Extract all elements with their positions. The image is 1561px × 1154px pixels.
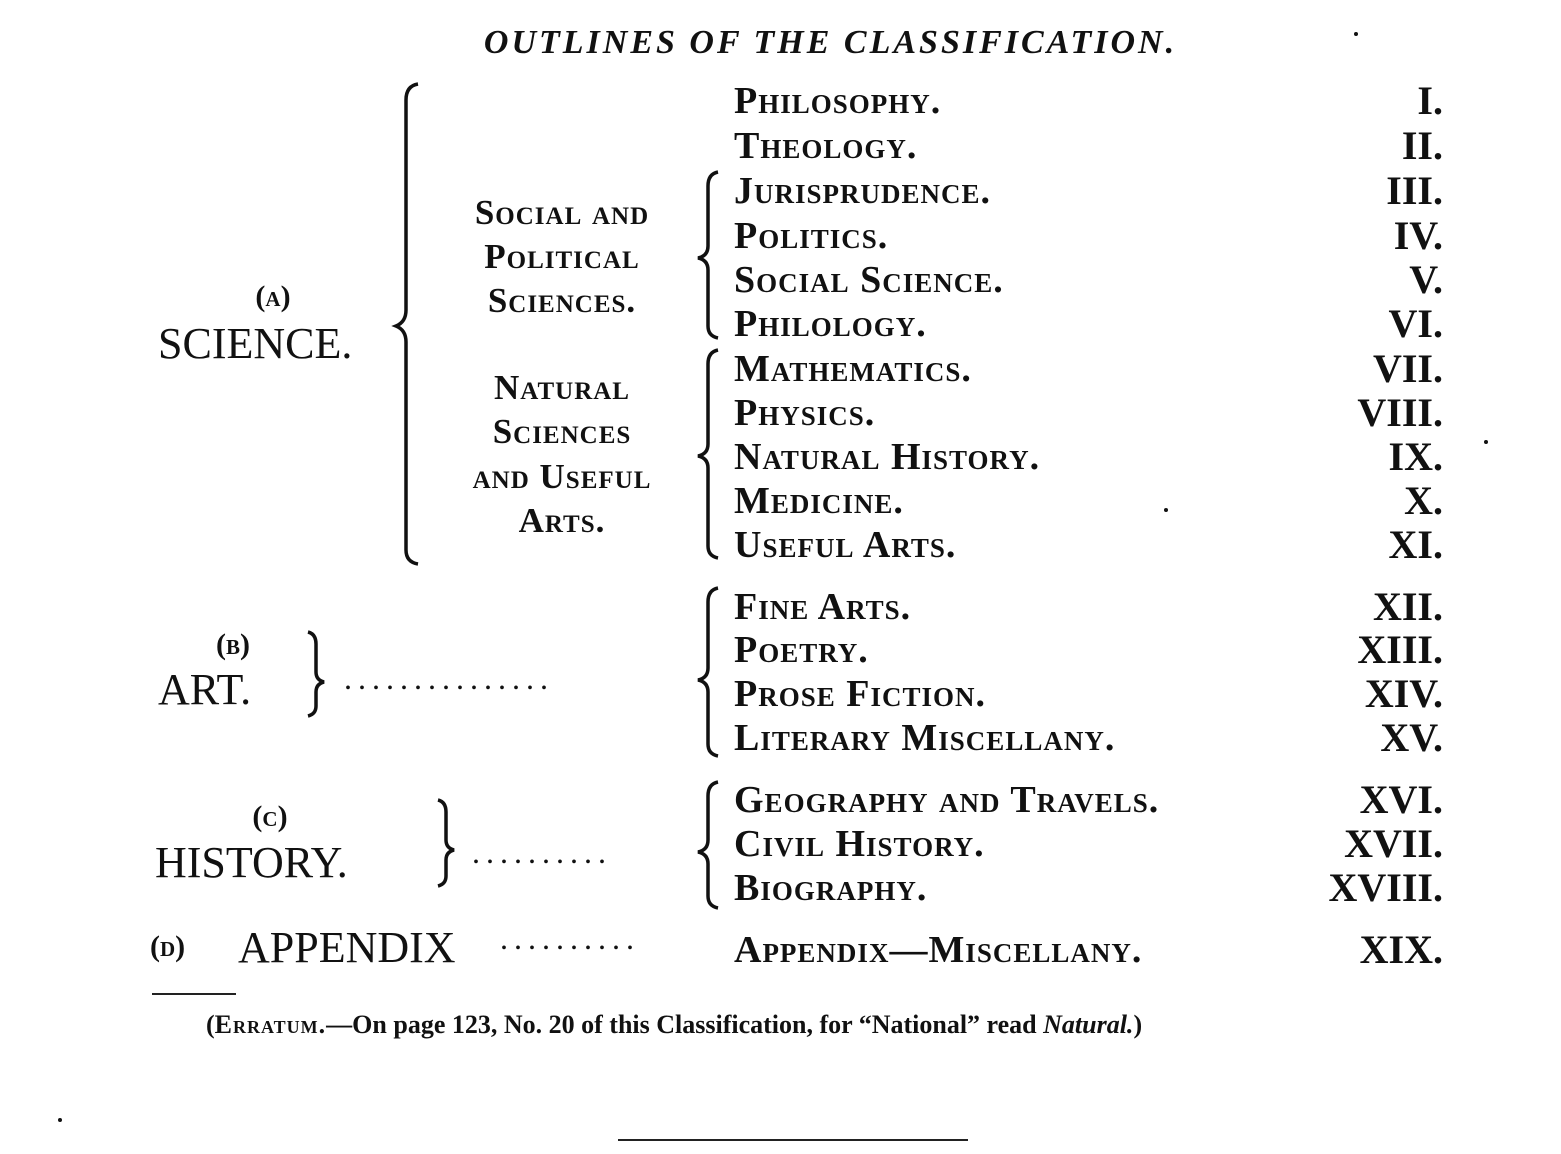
class-numeral: XII. [1372, 584, 1443, 629]
brace-art-left [308, 632, 324, 716]
class-name: Natural History. [734, 436, 1041, 478]
class-name: Medicine. [734, 480, 904, 522]
subgroup-social-line: Sciences. [487, 281, 637, 320]
class-name: Theology. [734, 125, 918, 167]
class-numeral: IX. [1388, 434, 1443, 479]
leader-dots-history: .......... [472, 834, 612, 870]
subgroup-natural-line: and Useful [472, 457, 652, 496]
class-name: Prose Fiction. [734, 673, 986, 715]
bottom-rule [618, 1139, 968, 1141]
subgroup-natural-line: Sciences [492, 412, 632, 451]
class-numeral: III. [1386, 168, 1443, 213]
brace-history-left [438, 800, 454, 886]
class-name: Mathematics. [734, 348, 972, 390]
class-name: Biography. [734, 867, 928, 909]
class-numeral: XVII. [1344, 821, 1443, 866]
division-appendix-letter: (d) [150, 930, 186, 963]
class-name: Jurisprudence. [734, 170, 992, 212]
class-name: Politics. [734, 215, 889, 257]
division-science-name: SCIENCE. [158, 319, 353, 368]
erratum-label: Erratum. [214, 1010, 327, 1039]
subgroup-social-line: Political [484, 237, 640, 276]
division-history-letter: (c) [252, 800, 288, 833]
class-numeral: VI. [1388, 301, 1443, 346]
leader-dots-art: ............... [344, 660, 554, 696]
class-name: Philology. [734, 303, 927, 345]
class-numeral: XIII. [1357, 627, 1443, 672]
division-science-letter: (a) [255, 280, 291, 313]
class-numeral: X. [1404, 478, 1443, 523]
class-numeral: XIX. [1359, 927, 1443, 972]
subgroup-social-line: Social and [474, 193, 650, 232]
class-name: Philosophy. [734, 80, 942, 122]
subgroup-natural-line: Natural [494, 368, 630, 407]
brace-art [698, 588, 718, 756]
class-numeral: XI. [1388, 522, 1443, 567]
brace-history [698, 782, 718, 908]
class-numeral: XV. [1380, 715, 1443, 760]
class-name: Poetry. [734, 629, 869, 671]
brace-science [396, 84, 418, 564]
class-name: Fine Arts. [734, 586, 912, 628]
class-numeral: VII. [1372, 346, 1443, 391]
class-name: Social Science. [734, 259, 1004, 301]
brace-natural [698, 350, 718, 558]
leader-dots-appendix: .......... [500, 920, 640, 956]
erratum-correction: Natural. [1043, 1010, 1134, 1039]
class-name: Geography and Travels. [734, 779, 1160, 821]
division-art-letter: (b) [216, 628, 250, 661]
brace-social [698, 172, 718, 338]
class-name: Literary Miscellany. [734, 717, 1116, 759]
class-numeral: VIII. [1357, 390, 1443, 435]
class-name: Physics. [734, 392, 876, 434]
class-name: Useful Arts. [734, 524, 957, 566]
page-title: OUTLINES OF THE CLASSIFICATION. [483, 24, 1178, 61]
class-name: Civil History. [734, 823, 985, 865]
division-history-name: HISTORY. [155, 838, 348, 887]
class-numeral: II. [1401, 123, 1443, 168]
class-numeral: XVI. [1359, 777, 1443, 822]
class-numeral: XVIII. [1328, 865, 1443, 910]
division-appendix-name: APPENDIX [238, 923, 456, 972]
erratum-note: (Erratum.—On page 123, No. 20 of this Classification, for “National” read Natural.) [206, 1010, 1143, 1039]
erratum-text: —On page 123, No. 20 of this Classification, for “National” read [326, 1010, 1037, 1039]
class-numeral: IV. [1393, 213, 1443, 258]
subgroup-natural-line: Arts. [518, 501, 606, 540]
division-art-name: ART. [158, 665, 252, 714]
class-name: Appendix—Miscellany. [734, 929, 1143, 971]
footnote-rule [152, 993, 236, 995]
class-numeral: I. [1417, 78, 1443, 123]
class-numeral: V. [1409, 257, 1443, 302]
class-numeral: XIV. [1364, 671, 1443, 716]
